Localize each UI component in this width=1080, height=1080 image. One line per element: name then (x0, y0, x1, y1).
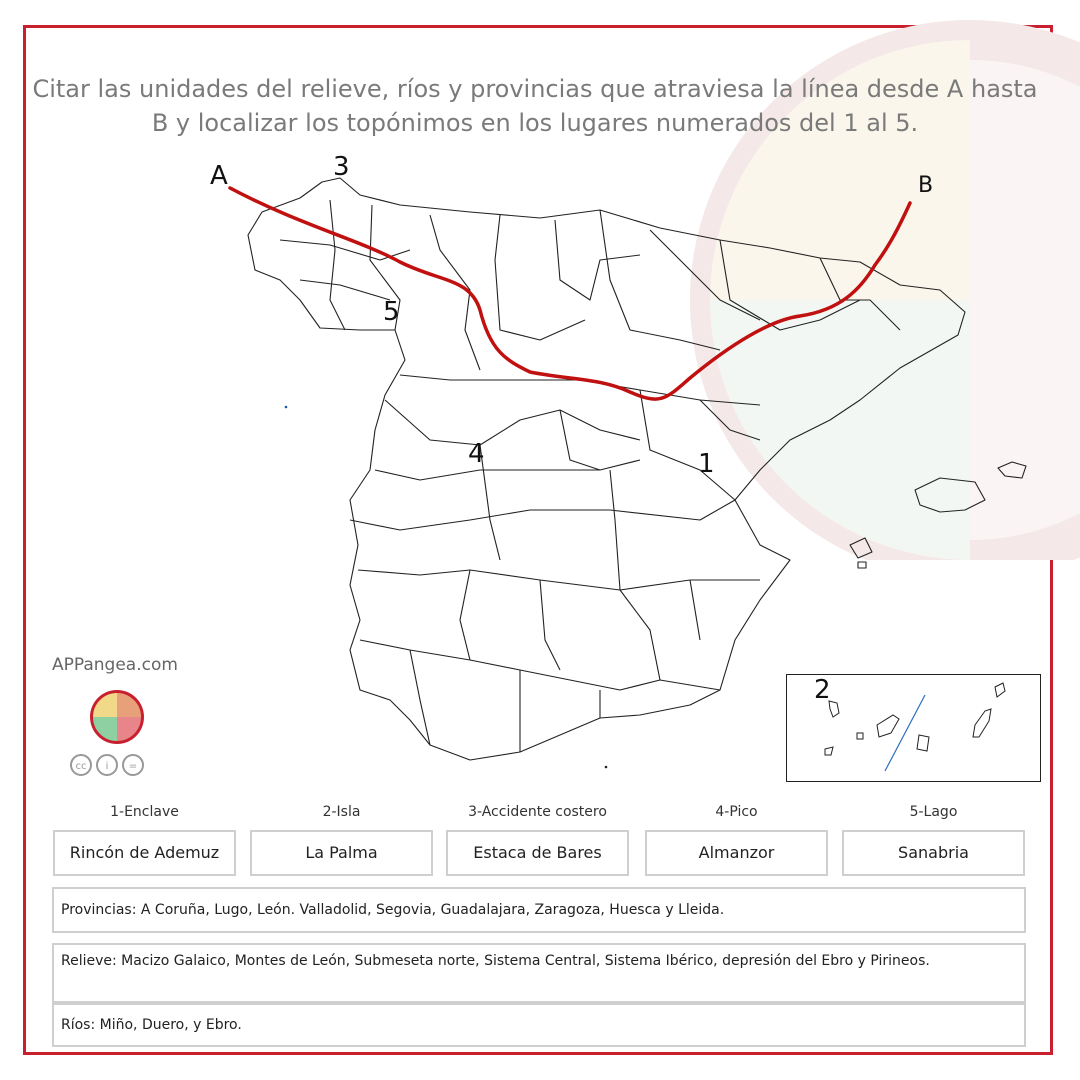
rios-answer: Ríos: Miño, Duero, y Ebro. (52, 1003, 1026, 1047)
answer-enclave: Rincón de Ademuz (53, 830, 236, 876)
cc-icon: cc (70, 754, 92, 776)
nd-icon: = (122, 754, 144, 776)
site-name: APPangea.com (52, 655, 178, 675)
peninsula-outline (248, 178, 965, 760)
relieve-answer: Relieve: Macizo Galaico, Montes de León, Submeseta norte, Sistema Central, Sistema Ibérico, depresión del Ebro y Pirineos. (52, 943, 1026, 1003)
category-label: 5-Lago (909, 804, 958, 820)
license-badges (70, 754, 148, 776)
puzzle-globe-icon (88, 688, 146, 746)
category-label: 3-Accidente costero (468, 804, 607, 820)
answer-accidente-costero: Estaca de Bares (446, 830, 629, 876)
category-label: 2-Isla (322, 804, 361, 820)
marker-4: 4 (468, 439, 485, 469)
mallorca (915, 478, 985, 512)
marker-1: 1 (698, 449, 715, 479)
exercise-title: Citar las unidades del relieve, ríos y provincias que atraviesa la línea desde A hasta B y localizar los topónimos en los lugares numerados del 1 al 5. (32, 75, 1038, 137)
answer-lago: Sanabria (842, 830, 1025, 876)
dot-mark (285, 406, 288, 409)
provincias-answer: Provincias: A Coruña, Lugo, León. Valladolid, Segovia, Guadalajara, Zaragoza, Huesca y Lleida. (52, 887, 1026, 933)
marker-5: 5 (383, 297, 400, 327)
point-b-label: B (918, 173, 934, 198)
menorca (998, 462, 1026, 478)
dot-mark (605, 766, 608, 769)
answer-pico: Almanzor (645, 830, 828, 876)
marker-3: 3 (333, 152, 350, 182)
marker-2: 2 (814, 675, 831, 705)
category-label: 4-Pico (715, 804, 758, 820)
category-label: 1-Enclave (110, 804, 179, 820)
ibiza (850, 538, 872, 558)
canary-islands-inset (786, 674, 1041, 782)
by-icon: i (96, 754, 118, 776)
answer-isla: La Palma (250, 830, 433, 876)
point-a-label: A (210, 161, 228, 191)
